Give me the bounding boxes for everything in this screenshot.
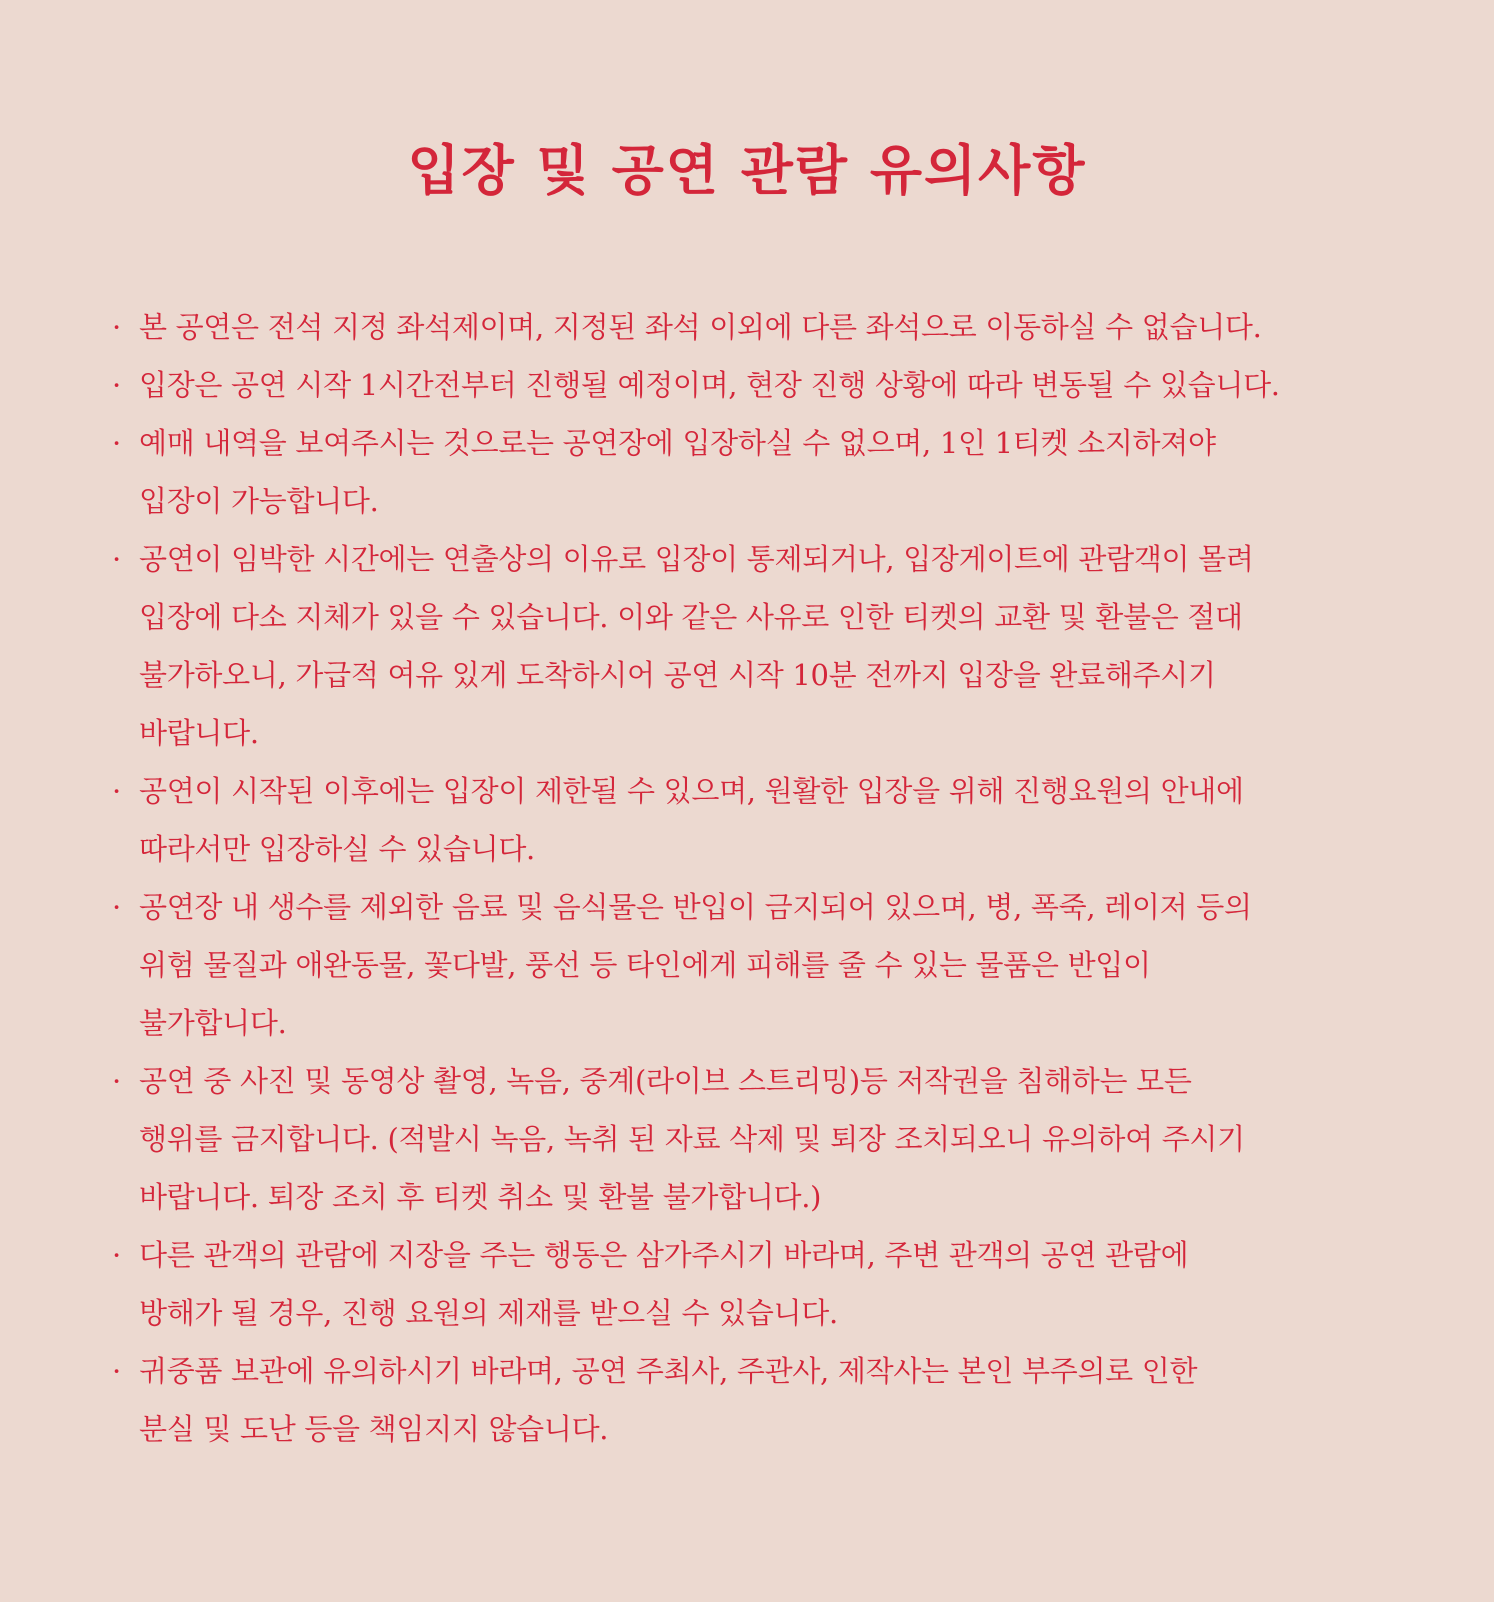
notice-text-line: 불가하오니, 가급적 여유 있게 도착하시어 공연 시작 10분 전까지 입장을 완료해주시기 — [139, 658, 1216, 692]
notice-item — [112, 878, 1414, 1052]
notice-item — [112, 356, 1414, 414]
notice-item — [112, 1226, 1414, 1342]
bullet-mark: · — [112, 1238, 121, 1272]
bullet-mark: · — [112, 368, 121, 402]
notice-text-line: 불가합니다. — [139, 1006, 287, 1040]
notice-item — [112, 1052, 1414, 1226]
bullet-mark: · — [112, 1354, 121, 1388]
notice-text-line: 입장에 다소 지체가 있을 수 있습니다. 이와 같은 사유로 인한 티켓의 교환 및 환불은 절대 — [139, 600, 1243, 634]
notice-item — [112, 762, 1414, 878]
notice-text-line: 귀중품 보관에 유의하시기 바라며, 공연 주최사, 주관사, 제작사는 본인 부주의로 인한 — [139, 1354, 1198, 1388]
notice-text-line: 공연이 임박한 시간에는 연출상의 이유로 입장이 통제되거나, 입장게이트에 관람객이 몰려 — [139, 542, 1254, 576]
notice-text-line: 공연이 시작된 이후에는 입장이 제한될 수 있으며, 원활한 입장을 위해 진행요원의 안내에 — [139, 774, 1244, 808]
bullet-mark: · — [112, 542, 121, 576]
bullet-mark: · — [112, 1064, 121, 1098]
notice-item — [112, 1342, 1414, 1458]
bullet-mark: · — [112, 310, 121, 344]
bullet-mark: · — [112, 426, 121, 460]
notice-list — [0, 298, 1494, 1458]
notice-text-line: 바랍니다. 퇴장 조치 후 티켓 취소 및 환불 불가합니다.) — [139, 1180, 822, 1214]
notice-text-line: 따라서만 입장하실 수 있습니다. — [139, 832, 535, 866]
notice-text-line: 행위를 금지합니다. (적발시 녹음, 녹취 된 자료 삭제 및 퇴장 조치되오니 유의하여 주시기 — [139, 1122, 1245, 1156]
notice-text-line: 다른 관객의 관람에 지장을 주는 행동은 삼가주시기 바라며, 주변 관객의 공연 관람에 — [139, 1238, 1189, 1272]
notice-item — [112, 530, 1414, 762]
bullet-mark: · — [112, 774, 121, 808]
notice-text-line: 입장은 공연 시작 1시간전부터 진행될 예정이며, 현장 진행 상황에 따라 변동될 수 있습니다. — [139, 368, 1280, 402]
page-title: 입장 및 공연 관람 유의사항 — [407, 138, 1087, 202]
notice-text-line: 방해가 될 경우, 진행 요원의 제재를 받으실 수 있습니다. — [139, 1296, 838, 1330]
notice-text-line: 분실 및 도난 등을 책임지지 않습니다. — [139, 1412, 609, 1446]
notice-text-line: 위험 물질과 애완동물, 꽃다발, 풍선 등 타인에게 피해를 줄 수 있는 물품은 반입이 — [139, 948, 1151, 982]
bullet-mark: · — [112, 890, 121, 924]
notice-text-line: 입장이 가능합니다. — [139, 484, 379, 518]
notice-text-line: 공연장 내 생수를 제외한 음료 및 음식물은 반입이 금지되어 있으며, 병, 폭죽, 레이저 등의 — [139, 890, 1252, 924]
notice-text-line: 공연 중 사진 및 동영상 촬영, 녹음, 중계(라이브 스트리밍)등 저작권을 침해하는 모든 — [139, 1064, 1192, 1098]
notice-text-line: 본 공연은 전석 지정 좌석제이며, 지정된 좌석 이외에 다른 좌석으로 이동하실 수 없습니다. — [139, 310, 1262, 344]
notice-item — [112, 414, 1414, 530]
notice-text-line: 바랍니다. — [139, 716, 259, 750]
notice-text-line: 예매 내역을 보여주시는 것으로는 공연장에 입장하실 수 없으며, 1인 1티켓 소지하져야 — [139, 426, 1216, 460]
notice-item — [112, 298, 1414, 356]
